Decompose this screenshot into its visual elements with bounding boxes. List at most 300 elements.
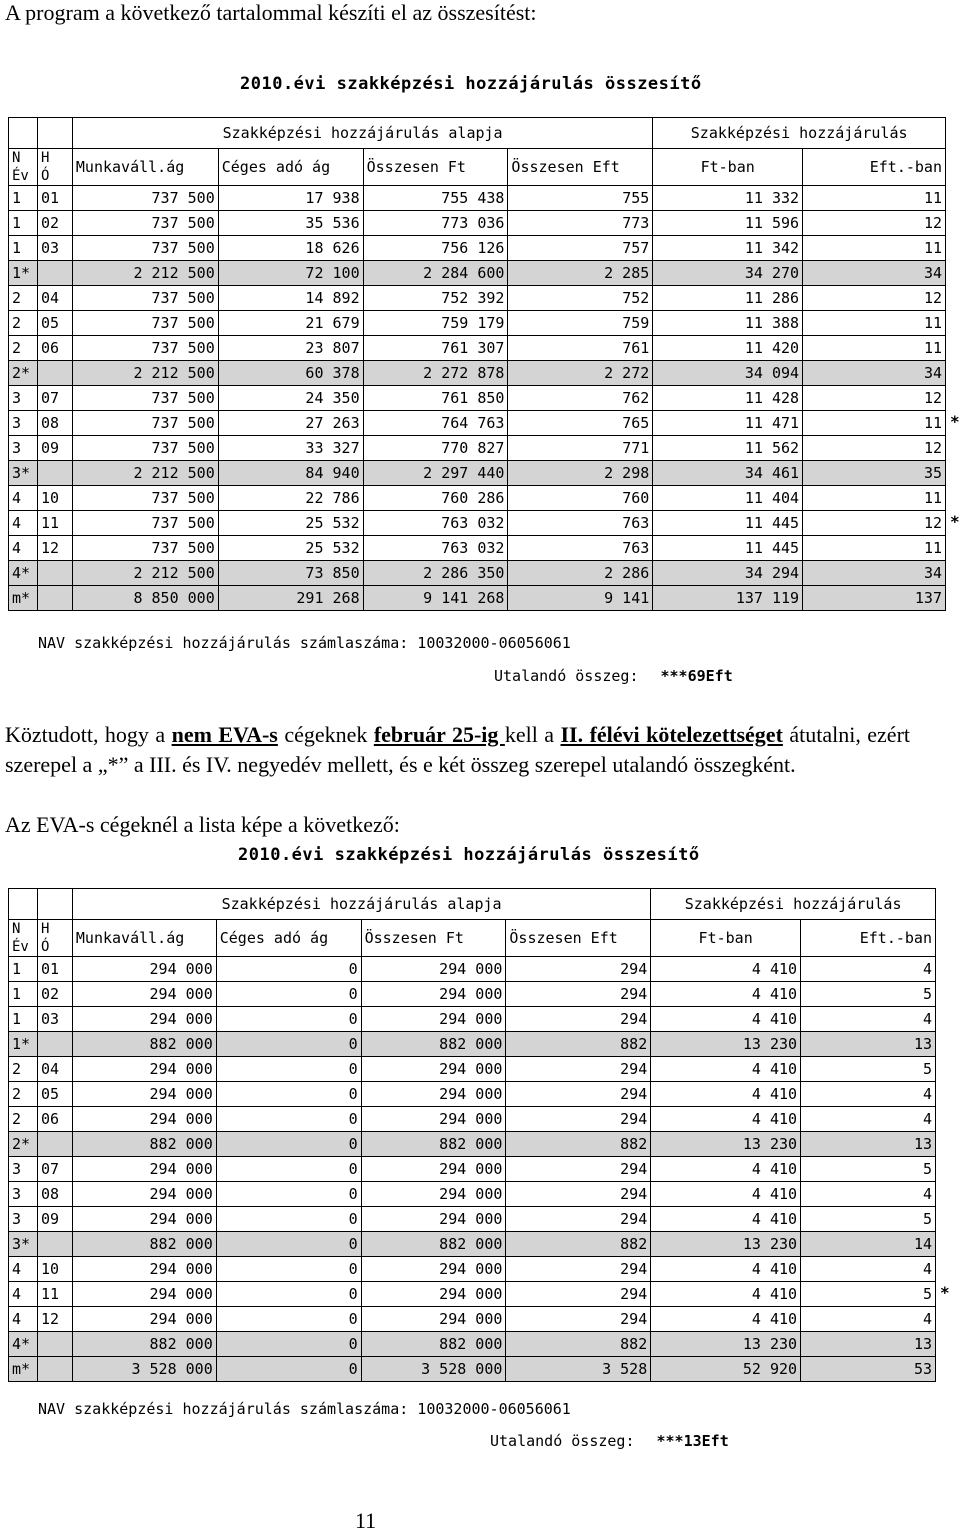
cell-value: 3 528	[506, 1357, 651, 1382]
cell-value: 294 000	[72, 1057, 216, 1082]
col-h-o: H Ó	[37, 149, 72, 186]
cell-value: 11 342	[653, 236, 803, 261]
cell-value: 5	[801, 1057, 936, 1082]
cell-quarter: 1	[9, 1007, 38, 1032]
cell-value: 294 000	[72, 982, 216, 1007]
cell-quarter: 1*	[9, 1032, 38, 1057]
cell-value: 5	[801, 1282, 936, 1307]
cell-value: 4 410	[651, 1007, 801, 1032]
cell-value: 4	[801, 1007, 936, 1032]
cell-value: 0	[216, 1332, 361, 1357]
cell-value: 737 500	[72, 386, 218, 411]
cell-value: 760 286	[363, 486, 508, 511]
cell-value: 11	[803, 311, 946, 336]
cell-quarter: 3	[9, 436, 38, 461]
cell-value: 11 404	[653, 486, 803, 511]
cell-value: 737 500	[72, 186, 218, 211]
cell-value: 771	[508, 436, 653, 461]
cell-value: 11	[803, 236, 946, 261]
col-header: Összesen Eft	[508, 149, 653, 186]
cell-value: 23 807	[218, 336, 363, 361]
table-row	[9, 286, 946, 311]
table-row	[9, 1157, 936, 1182]
summary-table	[8, 117, 946, 611]
cell-value: 53	[801, 1357, 936, 1382]
explanation-paragraph: Köztudott, hogy a nem EVA-s cégeknek február 25-ig kell a II. félévi kötelezettséget átutalni, ezért szerepel a „*” a III. és IV. negyedév mellett, és e két összeg szerepel utalandó összegként.	[5, 722, 911, 777]
col-header: Eft.-ban	[803, 149, 946, 186]
cell-value: 294 000	[72, 1257, 216, 1282]
cell-value: 756 126	[363, 236, 508, 261]
col-n-ev: N Év	[9, 149, 38, 186]
cell-quarter: 1	[9, 186, 38, 211]
col-header: Munkaváll.ág	[72, 920, 216, 957]
col-header: Összesen Eft	[506, 920, 651, 957]
cell-value: 294 000	[361, 1257, 506, 1282]
cell-quarter: 4	[9, 1257, 38, 1282]
cell-value: 4	[801, 1082, 936, 1107]
cell-value: 0	[216, 957, 361, 982]
cell-value: 4 410	[651, 1082, 801, 1107]
cell-value: 763 032	[363, 536, 508, 561]
cell-value: 8 850 000	[72, 586, 218, 611]
cell-value: 22 786	[218, 486, 363, 511]
cell-value: 0	[216, 1157, 361, 1182]
cell-value: 2 297 440	[363, 461, 508, 486]
cell-value: 34 094	[653, 361, 803, 386]
cell-quarter: m*	[9, 1357, 38, 1382]
cell-value: 294	[506, 1057, 651, 1082]
cell-value: 2 285	[508, 261, 653, 286]
cell-value: 12	[803, 286, 946, 311]
cell-value: 4 410	[651, 1157, 801, 1182]
cell-quarter: 4	[9, 511, 38, 536]
cell-value: 72 100	[218, 261, 363, 286]
cell-value: 294	[506, 1207, 651, 1232]
cell-value: 17 938	[218, 186, 363, 211]
cell-quarter: 2	[9, 1107, 38, 1132]
cell-value: 737 500	[72, 286, 218, 311]
cell-value: 755	[508, 186, 653, 211]
cell-month	[37, 461, 72, 486]
col-header: Ft-ban	[651, 920, 801, 957]
subtotal-row	[9, 586, 946, 611]
cell-value: 294 000	[361, 957, 506, 982]
cell-value: 755 438	[363, 186, 508, 211]
cell-value: 294 000	[361, 1207, 506, 1232]
transfer-marker: *	[940, 1282, 950, 1302]
report-title: 2010.évi szakképzési hozzájárulás összesítő	[240, 74, 702, 94]
cell-value: 14 892	[218, 286, 363, 311]
cell-value: 13	[801, 1332, 936, 1357]
cell-value: 11 471	[653, 411, 803, 436]
col-h-o: H Ó	[37, 920, 72, 957]
table-row	[9, 486, 946, 511]
cell-value: 2 286	[508, 561, 653, 586]
cell-value: 73 850	[218, 561, 363, 586]
cell-value: 759 179	[363, 311, 508, 336]
cell-value: 137	[803, 586, 946, 611]
cell-value: 882 000	[361, 1332, 506, 1357]
cell-quarter: 1	[9, 957, 38, 982]
cell-month	[37, 1032, 72, 1057]
intro-text: A program a következő tartalommal készíti el az összesítést:	[5, 0, 537, 25]
cell-quarter: 1	[9, 982, 38, 1007]
cell-month	[37, 1232, 72, 1257]
cell-value: 2 272 878	[363, 361, 508, 386]
cell-month: 01	[37, 186, 72, 211]
col-header: Összesen Ft	[361, 920, 506, 957]
cell-value: 294 000	[361, 1307, 506, 1332]
cell-value: 294 000	[72, 1107, 216, 1132]
cell-quarter: 3	[9, 1157, 38, 1182]
cell-month: 04	[37, 286, 72, 311]
summary-table	[8, 888, 936, 1382]
cell-value: 24 350	[218, 386, 363, 411]
cell-quarter: 1	[9, 211, 38, 236]
cell-value: 13 230	[651, 1132, 801, 1157]
col-n-ev: N Év	[9, 920, 38, 957]
cell-value: 11 388	[653, 311, 803, 336]
table-row	[9, 336, 946, 361]
cell-value: 13 230	[651, 1332, 801, 1357]
cell-value: 763 032	[363, 511, 508, 536]
cell-value: 35 536	[218, 211, 363, 236]
cell-quarter: 4	[9, 1282, 38, 1307]
cell-value: 4	[801, 957, 936, 982]
cell-value: 11 596	[653, 211, 803, 236]
cell-value: 11	[803, 186, 946, 211]
base-group-header: Szakképzési hozzájárulás alapja	[72, 889, 650, 920]
cell-value: 2 212 500	[72, 261, 218, 286]
cell-month: 07	[37, 1157, 72, 1182]
cell-quarter: 1*	[9, 261, 38, 286]
cell-value: 763	[508, 511, 653, 536]
cell-value: 2 212 500	[72, 561, 218, 586]
cell-value: 294 000	[361, 1157, 506, 1182]
cell-value: 294 000	[72, 1157, 216, 1182]
cell-value: 294	[506, 1282, 651, 1307]
cell-value: 882	[506, 1332, 651, 1357]
transfer-marker: *	[950, 511, 960, 531]
cell-value: 2 298	[508, 461, 653, 486]
cell-quarter: 3*	[9, 1232, 38, 1257]
cell-value: 25 532	[218, 511, 363, 536]
table-row	[9, 411, 946, 436]
cell-value: 14	[801, 1232, 936, 1257]
cell-value: 11	[803, 486, 946, 511]
cell-value: 12	[803, 511, 946, 536]
cell-month	[37, 1357, 72, 1382]
subtotal-row	[9, 1132, 936, 1157]
base-group-header: Szakképzési hozzájárulás alapja	[72, 118, 652, 149]
table-row	[9, 386, 946, 411]
cell-month: 10	[37, 486, 72, 511]
subtotal-row	[9, 1357, 936, 1382]
cell-value: 13	[801, 1132, 936, 1157]
cell-value: 294	[506, 1107, 651, 1132]
cell-value: 773 036	[363, 211, 508, 236]
cell-value: 0	[216, 1032, 361, 1057]
cell-value: 5	[801, 1157, 936, 1182]
cell-month	[37, 1132, 72, 1157]
subtotal-row	[9, 461, 946, 486]
table-row	[9, 1057, 936, 1082]
table-row	[9, 1082, 936, 1107]
cell-value: 2 286 350	[363, 561, 508, 586]
cell-value: 33 327	[218, 436, 363, 461]
cell-value: 294 000	[361, 1182, 506, 1207]
subtotal-row	[9, 561, 946, 586]
cell-month: 10	[37, 1257, 72, 1282]
cell-value: 882 000	[72, 1332, 216, 1357]
cell-value: 0	[216, 1282, 361, 1307]
cell-value: 760	[508, 486, 653, 511]
cell-quarter: 4*	[9, 561, 38, 586]
cell-value: 294 000	[72, 957, 216, 982]
cell-value: 882	[506, 1232, 651, 1257]
cell-value: 11 445	[653, 511, 803, 536]
cell-value: 294	[506, 1007, 651, 1032]
table-row	[9, 511, 946, 536]
cell-month: 06	[37, 1107, 72, 1132]
cell-value: 0	[216, 1357, 361, 1382]
cell-value: 737 500	[72, 236, 218, 261]
cell-value: 0	[216, 1107, 361, 1132]
cell-value: 294 000	[72, 1007, 216, 1032]
cell-quarter: 3	[9, 1182, 38, 1207]
col-header: Céges adó ág	[218, 149, 363, 186]
cell-value: 12	[803, 211, 946, 236]
transfer-marker: *	[950, 411, 960, 431]
cell-value: 882 000	[72, 1132, 216, 1157]
cell-value: 761 307	[363, 336, 508, 361]
cell-value: 757	[508, 236, 653, 261]
cell-value: 737 500	[72, 311, 218, 336]
cell-value: 4 410	[651, 982, 801, 1007]
cell-value: 11	[803, 336, 946, 361]
cell-value: 294 000	[361, 1007, 506, 1032]
subtotal-row	[9, 1332, 936, 1357]
cell-value: 84 940	[218, 461, 363, 486]
cell-month: 11	[37, 511, 72, 536]
cell-quarter: 2*	[9, 361, 38, 386]
cell-value: 34 461	[653, 461, 803, 486]
cell-value: 882	[506, 1032, 651, 1057]
cell-value: 294 000	[72, 1182, 216, 1207]
cell-value: 761	[508, 336, 653, 361]
cell-value: 770 827	[363, 436, 508, 461]
cell-quarter: 4*	[9, 1332, 38, 1357]
cell-value: 9 141 268	[363, 586, 508, 611]
cell-value: 294 000	[361, 1107, 506, 1132]
cell-value: 11 562	[653, 436, 803, 461]
cell-quarter: 3	[9, 411, 38, 436]
cell-value: 752	[508, 286, 653, 311]
cell-month	[37, 361, 72, 386]
cell-value: 4	[801, 1307, 936, 1332]
cell-value: 34	[803, 261, 946, 286]
cell-value: 9 141	[508, 586, 653, 611]
cell-value: 294 000	[361, 1082, 506, 1107]
nav-account-line: NAV szakképzési hozzájárulás számlaszáma: 10032000-06056061	[38, 634, 571, 652]
cell-month: 02	[37, 982, 72, 1007]
cell-value: 13 230	[651, 1032, 801, 1057]
table-row	[9, 982, 936, 1007]
cell-quarter: 3	[9, 1207, 38, 1232]
cell-value: 737 500	[72, 411, 218, 436]
cell-value: 21 679	[218, 311, 363, 336]
cell-value: 4 410	[651, 1307, 801, 1332]
cell-value: 34 294	[653, 561, 803, 586]
cell-value: 4	[801, 1257, 936, 1282]
cell-value: 294	[506, 957, 651, 982]
cell-value: 18 626	[218, 236, 363, 261]
cell-value: 2 212 500	[72, 461, 218, 486]
cell-value: 3 528 000	[72, 1357, 216, 1382]
cell-value: 761 850	[363, 386, 508, 411]
col-header: Összesen Ft	[363, 149, 508, 186]
col-header: Eft.-ban	[801, 920, 936, 957]
cell-month: 11	[37, 1282, 72, 1307]
table-row	[9, 1007, 936, 1032]
cell-value: 0	[216, 1082, 361, 1107]
cell-value: 11 420	[653, 336, 803, 361]
cell-value: 765	[508, 411, 653, 436]
cell-value: 759	[508, 311, 653, 336]
cell-value: 0	[216, 1307, 361, 1332]
cell-value: 2 284 600	[363, 261, 508, 286]
cell-month: 12	[37, 1307, 72, 1332]
table-row	[9, 1257, 936, 1282]
cell-month	[37, 261, 72, 286]
cell-month: 05	[37, 1082, 72, 1107]
cell-value: 737 500	[72, 436, 218, 461]
table-row	[9, 436, 946, 461]
cell-value: 882	[506, 1132, 651, 1157]
cell-value: 0	[216, 1057, 361, 1082]
col-header: Ft-ban	[653, 149, 803, 186]
table-row	[9, 311, 946, 336]
cell-value: 4 410	[651, 1207, 801, 1232]
cell-value: 3 528 000	[361, 1357, 506, 1382]
cell-value: 0	[216, 1132, 361, 1157]
cell-value: 0	[216, 982, 361, 1007]
page-number: 11	[355, 1508, 377, 1533]
cell-month: 04	[37, 1057, 72, 1082]
col-header: Céges adó ág	[216, 920, 361, 957]
cell-month	[37, 586, 72, 611]
cell-value: 294	[506, 1157, 651, 1182]
cell-month: 03	[37, 236, 72, 261]
cell-value: 11	[803, 536, 946, 561]
cell-value: 5	[801, 982, 936, 1007]
cell-value: 882 000	[72, 1032, 216, 1057]
cell-quarter: m*	[9, 586, 38, 611]
cell-month: 09	[37, 1207, 72, 1232]
cell-value: 13 230	[651, 1232, 801, 1257]
cell-value: 737 500	[72, 511, 218, 536]
cell-value: 4 410	[651, 1107, 801, 1132]
report-title: 2010.évi szakképzési hozzájárulás összesítő	[238, 845, 700, 865]
cell-quarter: 2	[9, 311, 38, 336]
cell-month: 08	[37, 1182, 72, 1207]
cell-value: 11 428	[653, 386, 803, 411]
table-row	[9, 1182, 936, 1207]
intro-2-text: Az EVA-s cégeknél a lista képe a következő:	[5, 812, 400, 837]
cell-value: 737 500	[72, 536, 218, 561]
cell-value: 294 000	[72, 1082, 216, 1107]
cell-value: 12	[803, 436, 946, 461]
cell-value: 737 500	[72, 486, 218, 511]
cell-value: 13	[801, 1032, 936, 1057]
cell-value: 52 920	[651, 1357, 801, 1382]
table-row	[9, 536, 946, 561]
table-row	[9, 211, 946, 236]
cell-value: 294 000	[361, 1282, 506, 1307]
cell-value: 882 000	[361, 1232, 506, 1257]
cell-value: 11 286	[653, 286, 803, 311]
cell-quarter: 2	[9, 286, 38, 311]
cell-quarter: 2	[9, 1082, 38, 1107]
table-row	[9, 186, 946, 211]
cell-value: 294	[506, 1082, 651, 1107]
cell-value: 12	[803, 386, 946, 411]
cell-value: 4 410	[651, 1057, 801, 1082]
cell-value: 4 410	[651, 1182, 801, 1207]
cell-quarter: 2	[9, 336, 38, 361]
cell-quarter: 2*	[9, 1132, 38, 1157]
cell-quarter: 4	[9, 486, 38, 511]
cell-value: 4 410	[651, 1257, 801, 1282]
cell-value: 60 378	[218, 361, 363, 386]
cell-month: 02	[37, 211, 72, 236]
cell-value: 4	[801, 1182, 936, 1207]
cell-value: 0	[216, 1257, 361, 1282]
cell-value: 294 000	[72, 1307, 216, 1332]
cell-value: 773	[508, 211, 653, 236]
contribution-group-header: Szakképzési hozzájárulás	[651, 889, 936, 920]
cell-value: 0	[216, 1207, 361, 1232]
cell-value: 34 270	[653, 261, 803, 286]
table-row	[9, 1207, 936, 1232]
table-row	[9, 1107, 936, 1132]
table-row	[9, 957, 936, 982]
amount-due-line: Utalandó összeg: ***69Eft	[494, 667, 733, 685]
cell-quarter: 4	[9, 536, 38, 561]
subtotal-row	[9, 361, 946, 386]
cell-month: 03	[37, 1007, 72, 1032]
subtotal-row	[9, 1032, 936, 1057]
cell-value: 294	[506, 1257, 651, 1282]
cell-month: 07	[37, 386, 72, 411]
table-row	[9, 1282, 936, 1307]
cell-quarter: 3*	[9, 461, 38, 486]
cell-value: 294 000	[361, 1057, 506, 1082]
cell-value: 4	[801, 1107, 936, 1132]
cell-value: 0	[216, 1007, 361, 1032]
cell-month: 05	[37, 311, 72, 336]
subtotal-row	[9, 1232, 936, 1257]
cell-value: 737 500	[72, 336, 218, 361]
cell-value: 137 119	[653, 586, 803, 611]
table-row	[9, 236, 946, 261]
cell-value: 35	[803, 461, 946, 486]
cell-value: 4 410	[651, 957, 801, 982]
cell-value: 11 445	[653, 536, 803, 561]
nav-account-line: NAV szakképzési hozzájárulás számlaszáma: 10032000-06056061	[38, 1400, 571, 1418]
contribution-group-header: Szakképzési hozzájárulás	[653, 118, 946, 149]
cell-value: 882 000	[361, 1032, 506, 1057]
